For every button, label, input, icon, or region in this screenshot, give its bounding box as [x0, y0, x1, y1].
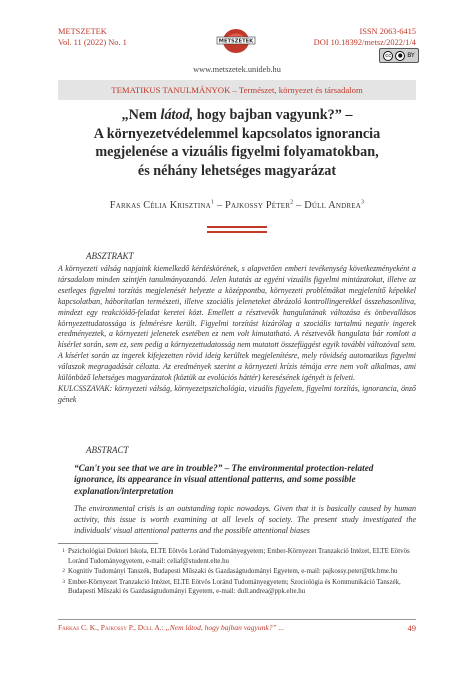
footnote-divider: [58, 543, 158, 544]
abstract-en-heading: ABSTRACT: [86, 445, 129, 455]
footnote: 1 Pszichológiai Doktori Iskola, ELTE Eötvös Loránd Tudományegyetem; Ember-Környezet Tranzakció Intézet, ELTE Eötvös Loránd Tudományegyetem, e-mail: celiaf@student.elte.hu: [62, 548, 410, 565]
title-line-3: megjelenése a vizuális figyelmi folyamatokban,: [95, 144, 379, 161]
author-1: Farkas Célia Krisztina$^1$: [109, 200, 215, 212]
page-number: 49: [407, 623, 416, 633]
journal-name: METSZETEK: [58, 27, 107, 36]
article-title: [50, 106, 424, 180]
title-line-1: [50, 106, 424, 125]
abstract-hu-body: A környezeti válság napjaink kiemelkedő kérdéskörének, s alapvetően emberi tevékenység következményeként a társadalom minden szintjén tanulmányozandó. Jelen kutatás az egyéni vizuális figyelmi mintázatokat, illetve az esetleges figyelmi torzítás megjelenését helyezte a középpontba, környezeti problémákat megjelenítő képekkel kapcsolatban, háborítatlan természeti, illetve szociális jeleneteket ábrázoló kontrollingerekkel összehasonlítva, mindezt egy reakcióidő-feladat keretei közt. Emellett a résztvevők hangulatának változása és önbevallásos környezettudatossága is felmérésre került. Figyelmi torzítást kizárólag a szociális tartalmú negatív ingerek eredményeztek, a környezeti jelenetek esetében ez nem volt kimutatható. A résztvevők hangulata bár romlott a kísérlet során, sem ez, sem pedig a környezettudatosság nem mutatott összefüggést egyik további változóval sem. A kísérlet során az ingerek kifejezetten rövid ideig kerültek megjelenítésre, mely rövidség automatikus figyelmi válaszok megragadását célozta. Az eredmények szerint a környezeti krízis témája erre nem volt alkalmas, ami különböző lehetséges magyarázatok (köztük az evolúciós háttér) keresésének igényét is felveti.: [58, 264, 416, 383]
journal-logo-icon: [214, 18, 258, 58]
cc-license-badge[interactable]: [379, 48, 419, 63]
title-quote-rest: hogy bajban vagyunk?” –: [193, 107, 353, 123]
doi: DOI 10.18392/metsz/2022/1/4: [313, 37, 416, 47]
logo-text: METSZETEK: [218, 38, 254, 45]
journal-url[interactable]: www.metszetek.unideb.hu: [193, 65, 281, 74]
abstract-en-body: The environmental crisis is an outstanding topic nowadays. Given that it is basically caused by human activity, this issue is worth examining at all levels of society. The present study investigated the individuals' visual attentional patterns and the possible attentional biases: [74, 504, 416, 535]
title-quote-open: „Nem: [121, 107, 161, 123]
journal-header-left: [58, 27, 127, 48]
footnote: 2 Kognitív Tudományi Tanszék, Budapesti Műszaki és Gazdaságtudományi Egyetem, e-mail: pajkossy.peter@ttk.bme.hu: [62, 568, 398, 576]
title-divider-top: [207, 226, 267, 228]
by-icon: ●: [395, 51, 405, 61]
running-head: Farkas C. K., Pajkossy P., Dúll A.: „Nem látod, hogy bajban vagyunk?” ...: [58, 623, 285, 632]
cc-icon: cc: [385, 52, 392, 59]
author-3: Dúll Andrea$^3$: [304, 200, 365, 212]
title-divider-bottom: [207, 231, 267, 233]
journal-header-right: [314, 27, 416, 48]
title-line-2: A környezetvédelemmel kapcsolatos ignorancia: [93, 125, 381, 142]
by-label: BY: [407, 52, 415, 59]
keywords-hu: KULCSSZAVAK: környezeti válság, környezetpszichológia, vizuális figyelem, figyelmi torzítás, ignorancia, önző gének: [58, 383, 416, 404]
abstract-hu: [58, 264, 416, 406]
author-2: Pajkossy Péter$^2$: [225, 200, 294, 212]
abstract-hu-heading: ABSZTRAKT: [86, 251, 134, 261]
footnote: 3 Ember-Környezet Tranzakció Intézet, ELTE Eötvös Loránd Tudományegyetem; Szociológia és Kommunikáció Tanszék, Budapesti Műszaki és Gazdaságtudományi Egyetem, e-mail: dull.andrea@ppk.elte.hu: [62, 578, 401, 596]
abstract-en-title: “Can't you see that we are in trouble?” – The environmental protection-related ignorance, its appearance in visual attentional patterns, and some possible explanation/interpretation: [74, 463, 374, 496]
page-footer: [58, 619, 416, 633]
section-band: TEMATIKUS TANULMÁNYOK – Természet, környezet és társadalom: [58, 80, 416, 100]
author-list: [0, 200, 474, 211]
title-italic-word: látod,: [160, 107, 194, 123]
journal-volume: Vol. 11 (2022) No. 1: [58, 37, 127, 47]
title-line-4: és néhány lehetséges magyarázat: [137, 162, 337, 179]
author-separator: –: [293, 200, 305, 212]
author-separator: –: [214, 200, 226, 212]
footnotes: [58, 547, 416, 598]
issn: ISSN 2063-6415: [359, 27, 416, 36]
